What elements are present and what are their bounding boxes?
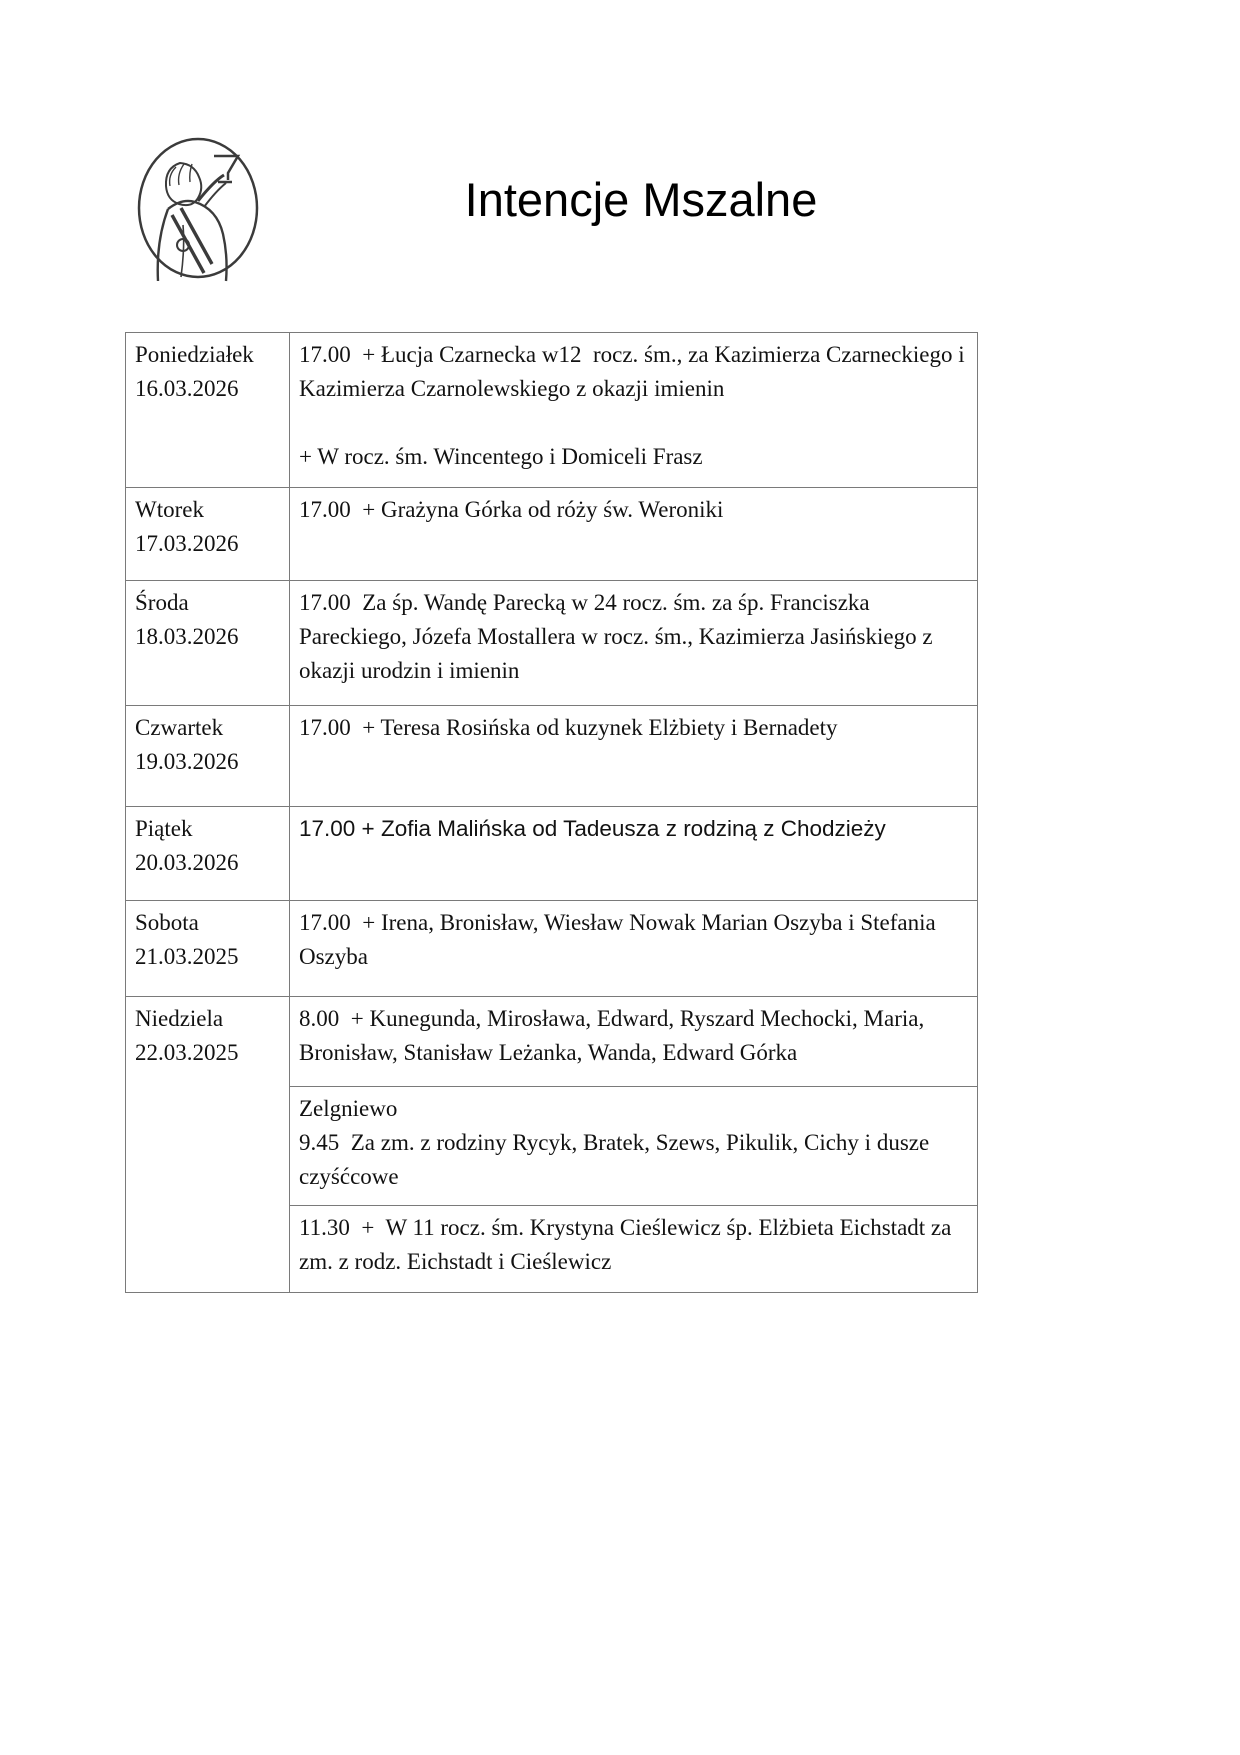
intention-text: + W rocz. śm. Wincentego i Domiceli Frasz: [299, 444, 703, 469]
day-date: 21.03.2025: [135, 944, 239, 969]
intention-text: 17.00 Za śp. Wandę Parecką w 24 rocz. śm. za śp. Franciszka Pareckiego, Józefa Mostallera w rocz. śm., Kazimierza Jasińskiego z okazji urodzin i imienin: [299, 590, 939, 683]
table-row-sunday: [126, 997, 978, 1087]
day-cell: [126, 807, 290, 901]
intention-cell: [290, 997, 978, 1087]
intention-location: Zelgniewo: [299, 1096, 398, 1121]
table-row-monday: [126, 333, 978, 488]
table-row-thursday: [126, 706, 978, 807]
day-name: Środa: [135, 590, 189, 615]
day-name: Poniedziałek: [135, 342, 254, 367]
intention-cell: [290, 807, 978, 901]
table-row-saturday: [126, 901, 978, 997]
table-row-friday: [126, 807, 978, 901]
intention-cell: [290, 901, 978, 997]
intention-text: 8.00 + Kunegunda, Mirosława, Edward, Ryszard Mechocki, Maria, Bronisław, Stanisław Leżanka, Wanda, Edward Górka: [299, 1006, 930, 1065]
intention-text: 17.00 + Grażyna Górka od róży św. Weroniki: [299, 497, 724, 522]
intention-text: 11.30 + W 11 rocz. śm. Krystyna Cieślewicz śp. Elżbieta Eichstadt za zm. z rodz. Eichstadt i Cieślewicz: [299, 1215, 958, 1274]
page-title: Intencje Mszalne: [464, 173, 818, 226]
intention-cell: [290, 333, 978, 488]
day-cell: [126, 901, 290, 997]
day-date: 20.03.2026: [135, 850, 239, 875]
day-cell: [126, 706, 290, 807]
day-date: 16.03.2026: [135, 376, 239, 401]
intention-text: 17.00 + Łucja Czarnecka w12 rocz. śm., za Kazimierza Czarneckiego i Kazimierza Czarnolewskiego z okazji imienin: [299, 342, 971, 401]
intention-text: 17.00 + Teresa Rosińska od kuzynek Elżbiety i Bernadety: [299, 715, 838, 740]
table-row-tuesday: [126, 488, 978, 581]
intention-cell: [290, 581, 978, 706]
day-date: 19.03.2026: [135, 749, 239, 774]
intention-cell: [290, 1087, 978, 1206]
intention-text: 17.00 + Zofia Malińska od Tadeusza z rodziną z Chodzieży: [299, 816, 886, 841]
day-cell: [126, 581, 290, 706]
day-name: Niedziela: [135, 1006, 224, 1031]
intention-text: 9.45 Za zm. z rodziny Rycyk, Bratek, Szews, Pikulik, Cichy i dusze czyśćcowe: [299, 1130, 935, 1189]
mass-intentions-table: [125, 332, 978, 1293]
day-date: 22.03.2025: [135, 1040, 239, 1065]
day-name: Piątek: [135, 816, 193, 841]
intention-cell: [290, 488, 978, 581]
day-cell: [126, 997, 290, 1293]
intention-cell: [290, 706, 978, 807]
day-date: 17.03.2026: [135, 531, 239, 556]
intention-text: 17.00 + Irena, Bronisław, Wiesław Nowak Marian Oszyba i Stefania Oszyba: [299, 910, 942, 969]
day-name: Wtorek: [135, 497, 204, 522]
day-name: Sobota: [135, 910, 199, 935]
day-name: Czwartek: [135, 715, 224, 740]
intention-cell: [290, 1206, 978, 1293]
day-cell: [126, 333, 290, 488]
day-cell: [126, 488, 290, 581]
day-date: 18.03.2026: [135, 624, 239, 649]
table-row-wednesday: [126, 581, 978, 706]
